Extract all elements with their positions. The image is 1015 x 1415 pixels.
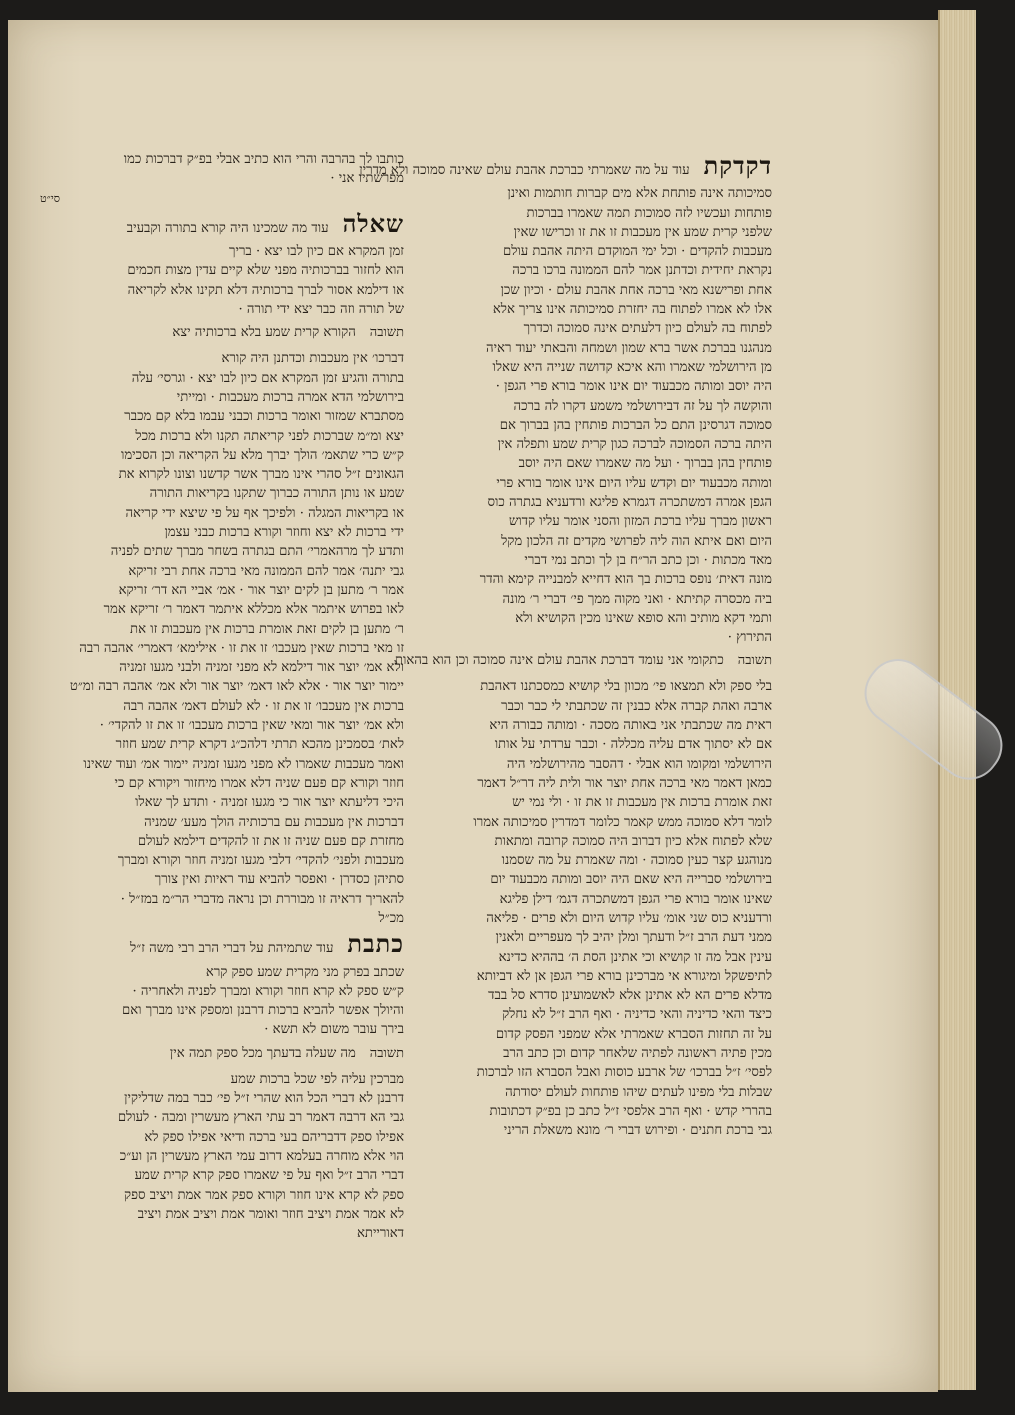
text-line: והוקשה לך על זה דבירושלמי משמע דקרו לה ברכה (513, 398, 772, 414)
text-line: ומותה מכבעוד יום וקדש עליו היום אינו אומר בורא פרי (496, 475, 772, 491)
text-line: לפתוח בה לעולם כיון דלעתים אינה סמוכה וכדרך (523, 321, 772, 337)
text-line: דברכו׳ אין מעכבות וכדתנן היה קורא (221, 351, 404, 367)
answer-label-left-2: תשובה (369, 1045, 404, 1061)
text-line: הוא לחזור בברכותיה מפני שלא קיים עדין מצות חכמים (127, 263, 404, 279)
text-line: בירושלמי סברייה היא שאם היה יוסב ומותה מכבעוד יום (490, 872, 772, 888)
answer-label-left: תשובה (369, 325, 404, 341)
text-line: ולא אמ׳ יוצר אור ומאי שאין ברכות מעכבו׳ זו את זו להקדי׳ · (99, 718, 404, 734)
question-heading: שאלה (342, 208, 404, 238)
text-line: ותדע לך מרהאמרי׳ התם בגתרה בשחר מברך שתים לפניה (110, 544, 404, 560)
text-line: גבי יתנה׳ אמר להם הממונה מאי ברכה אחת רבי זריקא (128, 563, 404, 579)
text-line: הירושלמי ומקומו הוא אבלי · דהסבר מהירושלמי היה (506, 756, 772, 772)
text-line: שאינו אומר בורא פרי הגפן דמשתכרה דגמ׳ דילן פליגא (499, 891, 772, 907)
text-line: היתה ברכה הסמוכה לברכה כגון קרית שמע ותפלה אין (497, 437, 772, 453)
text-line: בירושלמי הדא אמרה ברכות מעכבות · ומייתי (176, 389, 404, 405)
text-line: שכתב בפרק מני מקרית שמע ספק קרא (205, 964, 404, 980)
text-line: ברכות אין מעכבו׳ זו את זו · לא לעולם דאמ׳ אהבה רבה (123, 698, 404, 714)
text-line: היכי דליעתא יוצר אור כי מגעו זמניה · ותדע לך שאלו (135, 795, 404, 811)
text-line: זאת אומרת ברכות אין מעכבות זו את זו · ולי נמי יש (512, 795, 772, 811)
text-line: ראית מה שכתבתי אני באותה מסכה · ומותה כבורה היא (489, 718, 772, 734)
katavta-first-line: עוד שתמיהת על דברי הרב רבי משה ז״ל (130, 941, 334, 957)
siman-marker: סי״ט (40, 191, 60, 205)
text-line: מכין פתיה ראשונה לפתיה שלאחר קדום וכן כתב הרב (503, 1046, 772, 1062)
section-first-line: עוד על מה שאמרתי כברכת אהבת עולם שאינה סמוכה ולא מדרין (359, 163, 690, 178)
text-line: פותחין בהן בברוך · ועל מה שאמרו שאם היה יוסב (518, 456, 772, 472)
text-line: להאריך דראיה זו מבוררת וכן נראה מדברי הר״מ במז״ל · (120, 891, 404, 907)
text-line: דברכות אין מעכבות עם ברכותיה הולך מעע׳ שמניה (144, 814, 404, 830)
text-line: מדלא פרים הא לא אתינן אלא לאשמועינן סדרא סל בבד (488, 988, 772, 1004)
text-line: אמר ר׳ מתען בן לקים יוצר אור · אמ׳ אביי הא דר׳ זריקא (118, 582, 404, 598)
text-line: סמיכותה אינה פותחת אלא מים קברות חותמות ואינן (507, 186, 772, 202)
section-heading: דקדקת (703, 151, 772, 180)
section-diqdaqta (359, 151, 772, 180)
text-line: גבי הא דרבה דאמר רב עתי הארץ מעשרין ומבה · לעולם (117, 1110, 404, 1126)
text-line: מעכבות להקדים · וכל ימי המוקדם היתה אהבת עולם (503, 244, 772, 260)
text-line: יימור יוצר אור · אלא לאו דאמ׳ יוצר אור ולא אמ׳ אהבה רבה ומ״ט (69, 679, 404, 695)
text-line: נקראת יחידית וכדתנן אמר להם הממונה ברכו ברכה (512, 263, 772, 279)
text-line: גבי ברכת חתנים · ופירוש דברי ר׳ מונא משאלת הריני (503, 1123, 772, 1139)
text-line: לפסי׳ ז״ל בברכו׳ של ארבע כוסות ואבל הסברא הזו לברכות (476, 1065, 772, 1081)
text-line: שלפני קרית שמע אין מעכבות זו את זו וכרישו שאין (513, 224, 772, 240)
text-line: של תורה וזה כבר יצא ידי תורה · (238, 302, 404, 318)
text-line: יצא ומ״מ שברכות לפני קריאתה תקנו ולא ברכות מכל (135, 428, 404, 444)
answer-first-line: כתקומי אני עומד דברכת אהבת עולם אינה סמוכה וכן הוא בהאות (394, 653, 724, 669)
left-top-body (40, 150, 404, 189)
text-line: בלי ספק ולא תמצאו פי׳ מכוון בלי קושיא כמסכתנו דאהבת (480, 679, 772, 695)
text-line: ביה מכסרה קתיתא · ואני מקוה ממך פי׳ דברי ר׳ מונה (502, 591, 772, 607)
text-line: לומר דלא סמוכה ממש קאמר כלומר דמדרין סמיכותה אמרו (473, 814, 772, 830)
text-line: ותמי דקא מותיב והא סופא שאינו מכין הקושיא ולא (515, 610, 772, 626)
text-line: ר׳ מתען בן לקים זאת אומרת ברכות אין מעכבות זו את (130, 621, 404, 637)
text-line: היום ואם איתא הוה ליה לפרושי מקדים זה הלכון מקל (501, 533, 772, 549)
text-line: לתיפשקל ומיגורא אי מברכינן בורא פרי הגפן אן לא דביותא (476, 968, 772, 984)
text-line: או דילמא אסור לברך ברכותיה דלא תקינו אלא לקריאה (127, 282, 404, 298)
text-line: זו מאי ברכות שאין מעכבו׳ זו את זו · אילימא׳ דאמרי׳ אהבה רבה (79, 640, 404, 656)
katavta-body (40, 963, 404, 1040)
text-line: ואמר מעכבות שאמרו לא מפני מגעו זמניה יימור אמ׳ ועוד שאינו (83, 756, 404, 772)
text-line: כמאן דאמר מאי ברכה אחת יוצר אור ולית ליה דר״ל דאמר (477, 775, 772, 791)
text-line: ידי ברכות לא יצא וחוזר וקורא ברכות כבני עצמן (164, 525, 404, 541)
text-line: ולא אמ׳ יוצר אור דילמא לא מפני זמניה ולבני מגעו זמניה (119, 660, 404, 676)
text-line: שבלות בלי מפינו לעתים שיהו פותחות לעולם יסודתה (505, 1084, 772, 1100)
text-line: חוזר וקורא קם פעם שניה דלא אמרו מיחזור ויקורא קם כי (114, 775, 404, 791)
text-line: היה יוסב ומותה מכבעוד יום אינו אומר בורא פרי הגפן · (495, 379, 772, 395)
text-line: פותחות ועכשיו לזה סמוכות תמה שאמרו בברכות (526, 205, 772, 221)
left-column (40, 150, 404, 1243)
text-line: ק״ש ספק לא קרא חוזר וקורא ומברך לפניה ולאחריה · (132, 983, 404, 999)
text-line: ראשון מברך עליו ברכת המזון והסני אומר עליו קדוש (508, 514, 772, 530)
text-line: כותבו לך בהרבה והרי הוא כתיב אבלי בפ״ק דברכות כמו (123, 152, 404, 167)
answer-body-left (40, 349, 404, 928)
text-line: בירך עובר משום לא תשא · (264, 1022, 404, 1038)
text-line: מעכבות ולפני׳ להקדי׳ דלבי מגעו זמניה חוזר וקורא ומברך (117, 853, 404, 869)
text-line: שמע או נותן התורה כברוך שתקנו בקריאות התורה (149, 486, 404, 502)
text-line: ורדעניא כוס שני אומ׳ עליו קדוש היום ולא פרים · פליאה (486, 910, 772, 926)
text-line: סתיהן כסדרן · ואפסר להביא עוד ראיות ואין צורך (154, 872, 404, 888)
text-line: ארבה ואהת קברה אלא כבנין זה שכתבתי לי כבר וכבר (501, 698, 772, 714)
text-line: דברי הרב ז״ל ואף על פי שאמרו ספק קרא קרית שמע (134, 1168, 404, 1184)
text-line: מכ״ל (378, 910, 404, 926)
question-body (40, 242, 404, 319)
answer-body (432, 677, 772, 1140)
answer-first-line-left-2: מה שעלה בדעתך מכל ספק תמה אין (169, 1045, 356, 1061)
text-line: על זה תחזות הסברא שאמרתי אלא שמפני הפסק קדום (495, 1026, 772, 1042)
text-line: מנוהגע קצר כעין סמוכה · ומה שאמרת על מה שסמנו (501, 853, 772, 869)
answer-body-left-2 (40, 1070, 404, 1244)
text-line: או בקריאות המגלה · ולפיכך אף על פי שיצא ידי קריאה (125, 505, 404, 521)
text-line: לאת׳ בסמכינן מהכא תרתי דלהכ״ג דקרא קרית שמע חוזר (115, 737, 404, 753)
answer-first-line-left: הקורא קרית שמע בלא ברכותיה יצא (172, 325, 356, 341)
text-line: אפילו ספק דדבריהם בעי ברכה ודיאי אפילו ספק לא (144, 1129, 404, 1145)
text-line: מאד מכתות · וכן כתב הר״ח בן לך וכתב נמי דברי (524, 552, 772, 568)
text-line: מסתברא שמזור ואומר ברכות וכבני עבמו בלא קם מכבר (124, 409, 404, 425)
text-line: אחת ופרישנא מאי ברכה אחת אהבת עולם · וכיון שכן (500, 282, 772, 298)
text-line: דרבנן לא דברי הכל הוא שהרי ז״ל פי׳ כבר במה שדליקין (124, 1091, 404, 1107)
answer-block-left (40, 321, 404, 345)
text-line: מנהגנו בברכת אשר ברא שמון ושמחה והבאתי יעוד ראיה (485, 340, 772, 356)
text-line: דאורייתא (357, 1226, 404, 1242)
text-line: מפרשתיו אני · (330, 171, 404, 187)
answer-label: תשובה (737, 653, 772, 669)
question-first-line: עוד מה שמכינו היה קורא בתורה וקבעיב (126, 220, 329, 236)
text-line: מברכין עליה לפי שכל ברכות שמע (230, 1071, 404, 1087)
text-line: בתורה והגיע זמן המקרא אם כיון לבו יצא · וגרסי׳ עלה (131, 370, 404, 386)
text-line: אם לא יסתוך אדם עליה מכללה · וכבר ערדתי על אותו (494, 737, 772, 753)
text-line: ספק לא קרא אינו חוזר וקורא ספק אמר אמת ויציב ספק (124, 1187, 404, 1203)
text-line: ממני דעת הרב ז״ל ודעתך ומלן יהיב לך מעפריים ולאנין (495, 930, 772, 946)
text-line: התירוץ · (727, 630, 772, 646)
text-line: והיולך אפשר להביא ברכות דרבנן ומספק אינו מברך ואם (122, 1003, 404, 1019)
question-block (40, 210, 404, 238)
text-line: מן הירושלמי שאמרו והא איכא קדושה שנייה היא שאלו (492, 359, 772, 375)
text-line: סמוכה דגרסינן התם כל הברכות פותחין בהן בברוך אם (499, 417, 772, 433)
text-line: בהררי קדש · ואף הרב אלפסי ז״ל כתב כן בפ״ק דכתובות (489, 1103, 772, 1119)
answer-block-left-2 (40, 1042, 404, 1066)
text-line: זמן המקרא אם כיון לבו יצא · בריך (229, 244, 404, 260)
text-line: לאו בפרוש איתמר אלא מכללא איתמר דאמר ר׳ זריקא אמר (103, 602, 404, 618)
text-line: הגפן אמרה דמשתכרה דגמרא פליגא ורדעניא בגתרה כוס (487, 495, 772, 511)
text-line: הוי אלא מוחרה בעלמא דרוב עמי הארץ מעשרין הן וע״כ (119, 1148, 404, 1164)
text-line: הגאונים ז״ל סהרי אינו מברך אשר קדשנו וצונו לקרוא את (118, 467, 404, 483)
marker-line (40, 189, 404, 208)
text-line: עינין אבל מה זו קושיא וכי אתינן הסת ה׳ בההיא כדינא (498, 949, 772, 965)
text-line: מחזרת קם פעם שניה זו את זו להקדים דילמא לעולם (137, 833, 404, 849)
answer-block (394, 649, 772, 673)
text-line: ק״ש כרי שתאמ׳ הולך יברך מלא על הקריאה וכן הסכימו (120, 447, 404, 463)
text-line: כיצד והאי כדיניה והאי כדיניה · ואף הרב ז״ל לא נחלק (502, 1007, 772, 1023)
text-line: אלו לא אמרו לפתוח בה יחזרת סמיכותה אינו צריך אלא (492, 302, 772, 318)
text-line: לא אמר אמת ויציב חוזר ואומר אמת ויציב אמת ויציב (137, 1206, 404, 1222)
katavta-heading: כתבת (347, 929, 404, 959)
text-line: מונה דאית׳ נופס ברכות בך הוא דחייא למבנייה קימא והדר (479, 572, 772, 588)
text-line: שלא לפתוח אלא כיון דברוב היה סמוכה קרובה ומתאות (494, 833, 772, 849)
right-body (432, 184, 772, 647)
katavta-block (40, 930, 404, 958)
